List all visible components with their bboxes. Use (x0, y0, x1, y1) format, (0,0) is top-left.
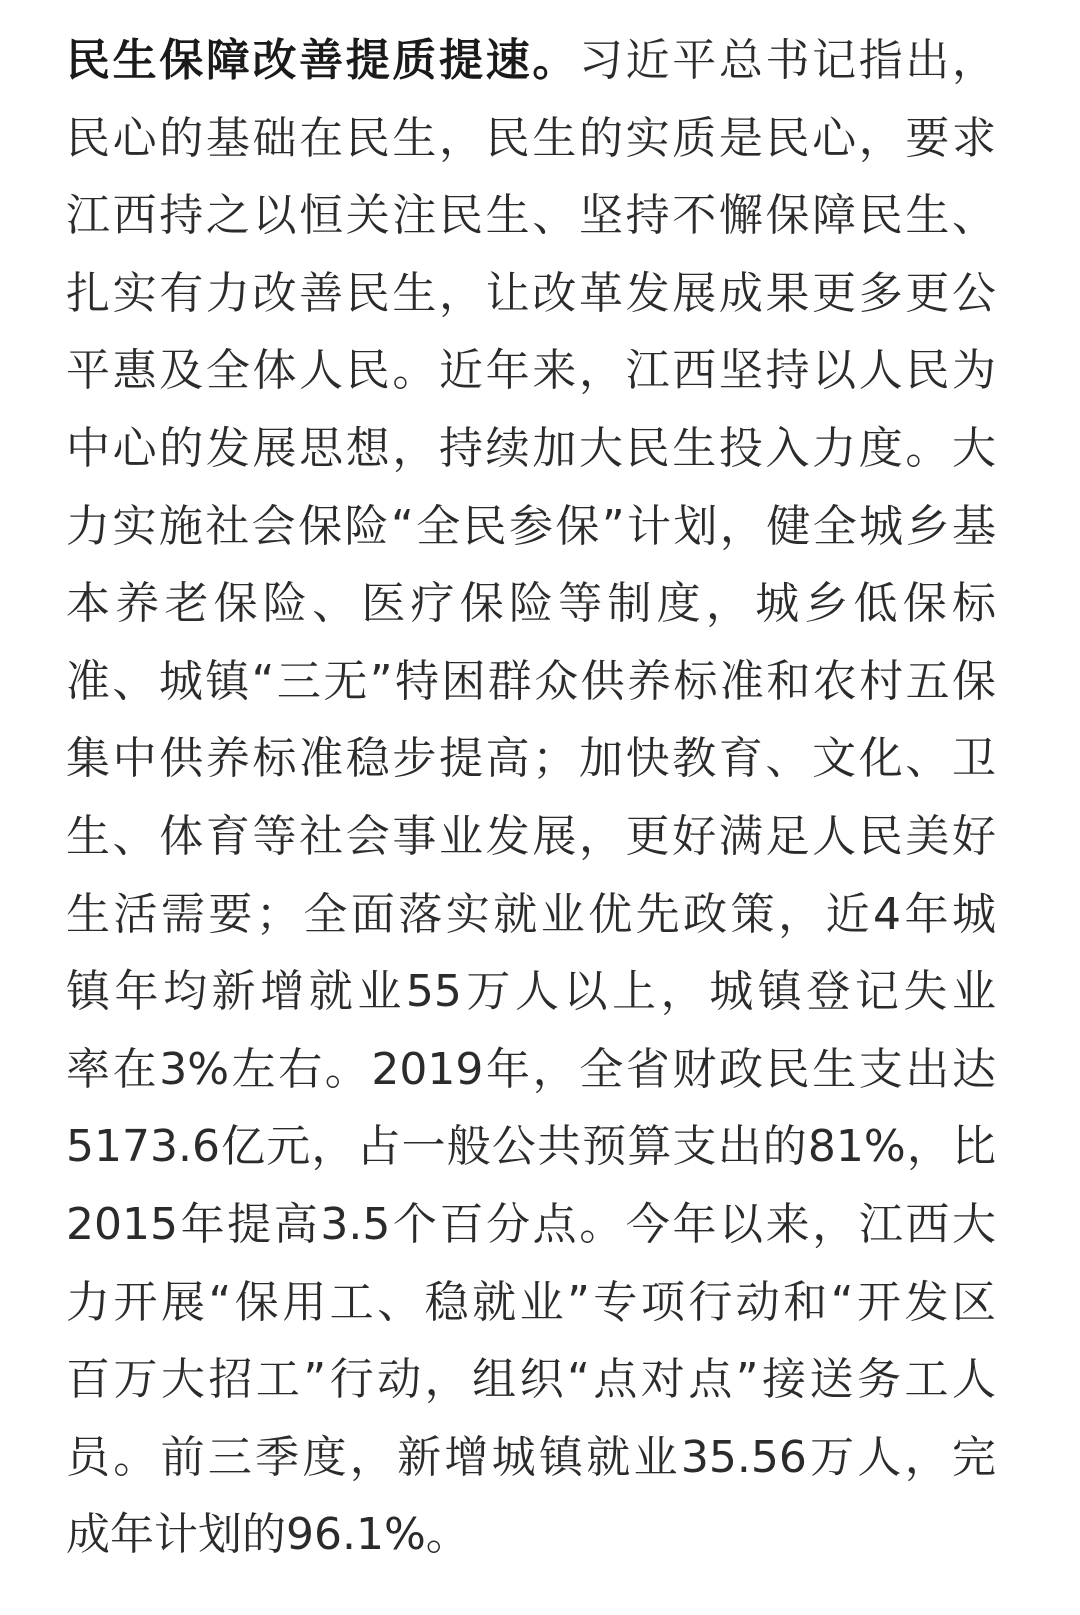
text-line-1 (66, 22, 996, 100)
text-line-13: 镇年均新增就业55万人以上，城镇登记失业 (66, 966, 996, 1018)
text-line-4: 扎实有力改善民生，让改革发展成果更多更公 (66, 267, 996, 319)
text-line-19: 员。前三季度，新增城镇就业35.56万人，完 (66, 1431, 996, 1483)
lead-heading: 民生保障改善提质提速。 (66, 35, 579, 86)
text-line-10: 集中供养标准稳步提高；加快教育、文化、卫 (66, 733, 996, 785)
text-line-5: 平惠及全体人民。近年来，江西坚持以人民为 (66, 345, 996, 397)
text-line-7: 力实施社会保险“全民参保”计划，健全城乡基 (66, 500, 996, 552)
article-paragraph (66, 22, 996, 1574)
text-line-2: 民心的基础在民生，民生的实质是民心，要求 (66, 112, 996, 164)
text-line-6: 中心的发展思想，持续加大民生投入力度。大 (66, 422, 996, 474)
text-line-1-rest: 习近平总书记指出， (578, 35, 997, 86)
text-line-15: 5173.6亿元，占一般公共预算支出的81%，比 (66, 1121, 996, 1173)
text-line-12: 生活需要；全面落实就业优先政策，近4年城 (66, 888, 996, 940)
text-line-18: 百万大招工”行动，组织“点对点”接送务工人 (66, 1354, 996, 1406)
text-line-8: 本养老保险、医疗保险等制度，城乡低保标 (66, 578, 996, 630)
text-line-9: 准、城镇“三无”特困群众供养标准和农村五保 (66, 655, 996, 707)
text-line-11: 生、体育等社会事业发展，更好满足人民美好 (66, 810, 996, 862)
text-line-17: 力开展“保用工、稳就业”专项行动和“开发区 (66, 1276, 996, 1328)
text-line-3: 江西持之以恒关注民生、坚持不懈保障民生、 (66, 190, 996, 242)
text-line-16: 2015年提高3.5个百分点。今年以来，江西大 (66, 1198, 996, 1250)
text-line-20: 成年计划的96.1%。 (66, 1509, 470, 1561)
text-line-14: 率在3%左右。2019年，全省财政民生支出达 (66, 1043, 996, 1095)
